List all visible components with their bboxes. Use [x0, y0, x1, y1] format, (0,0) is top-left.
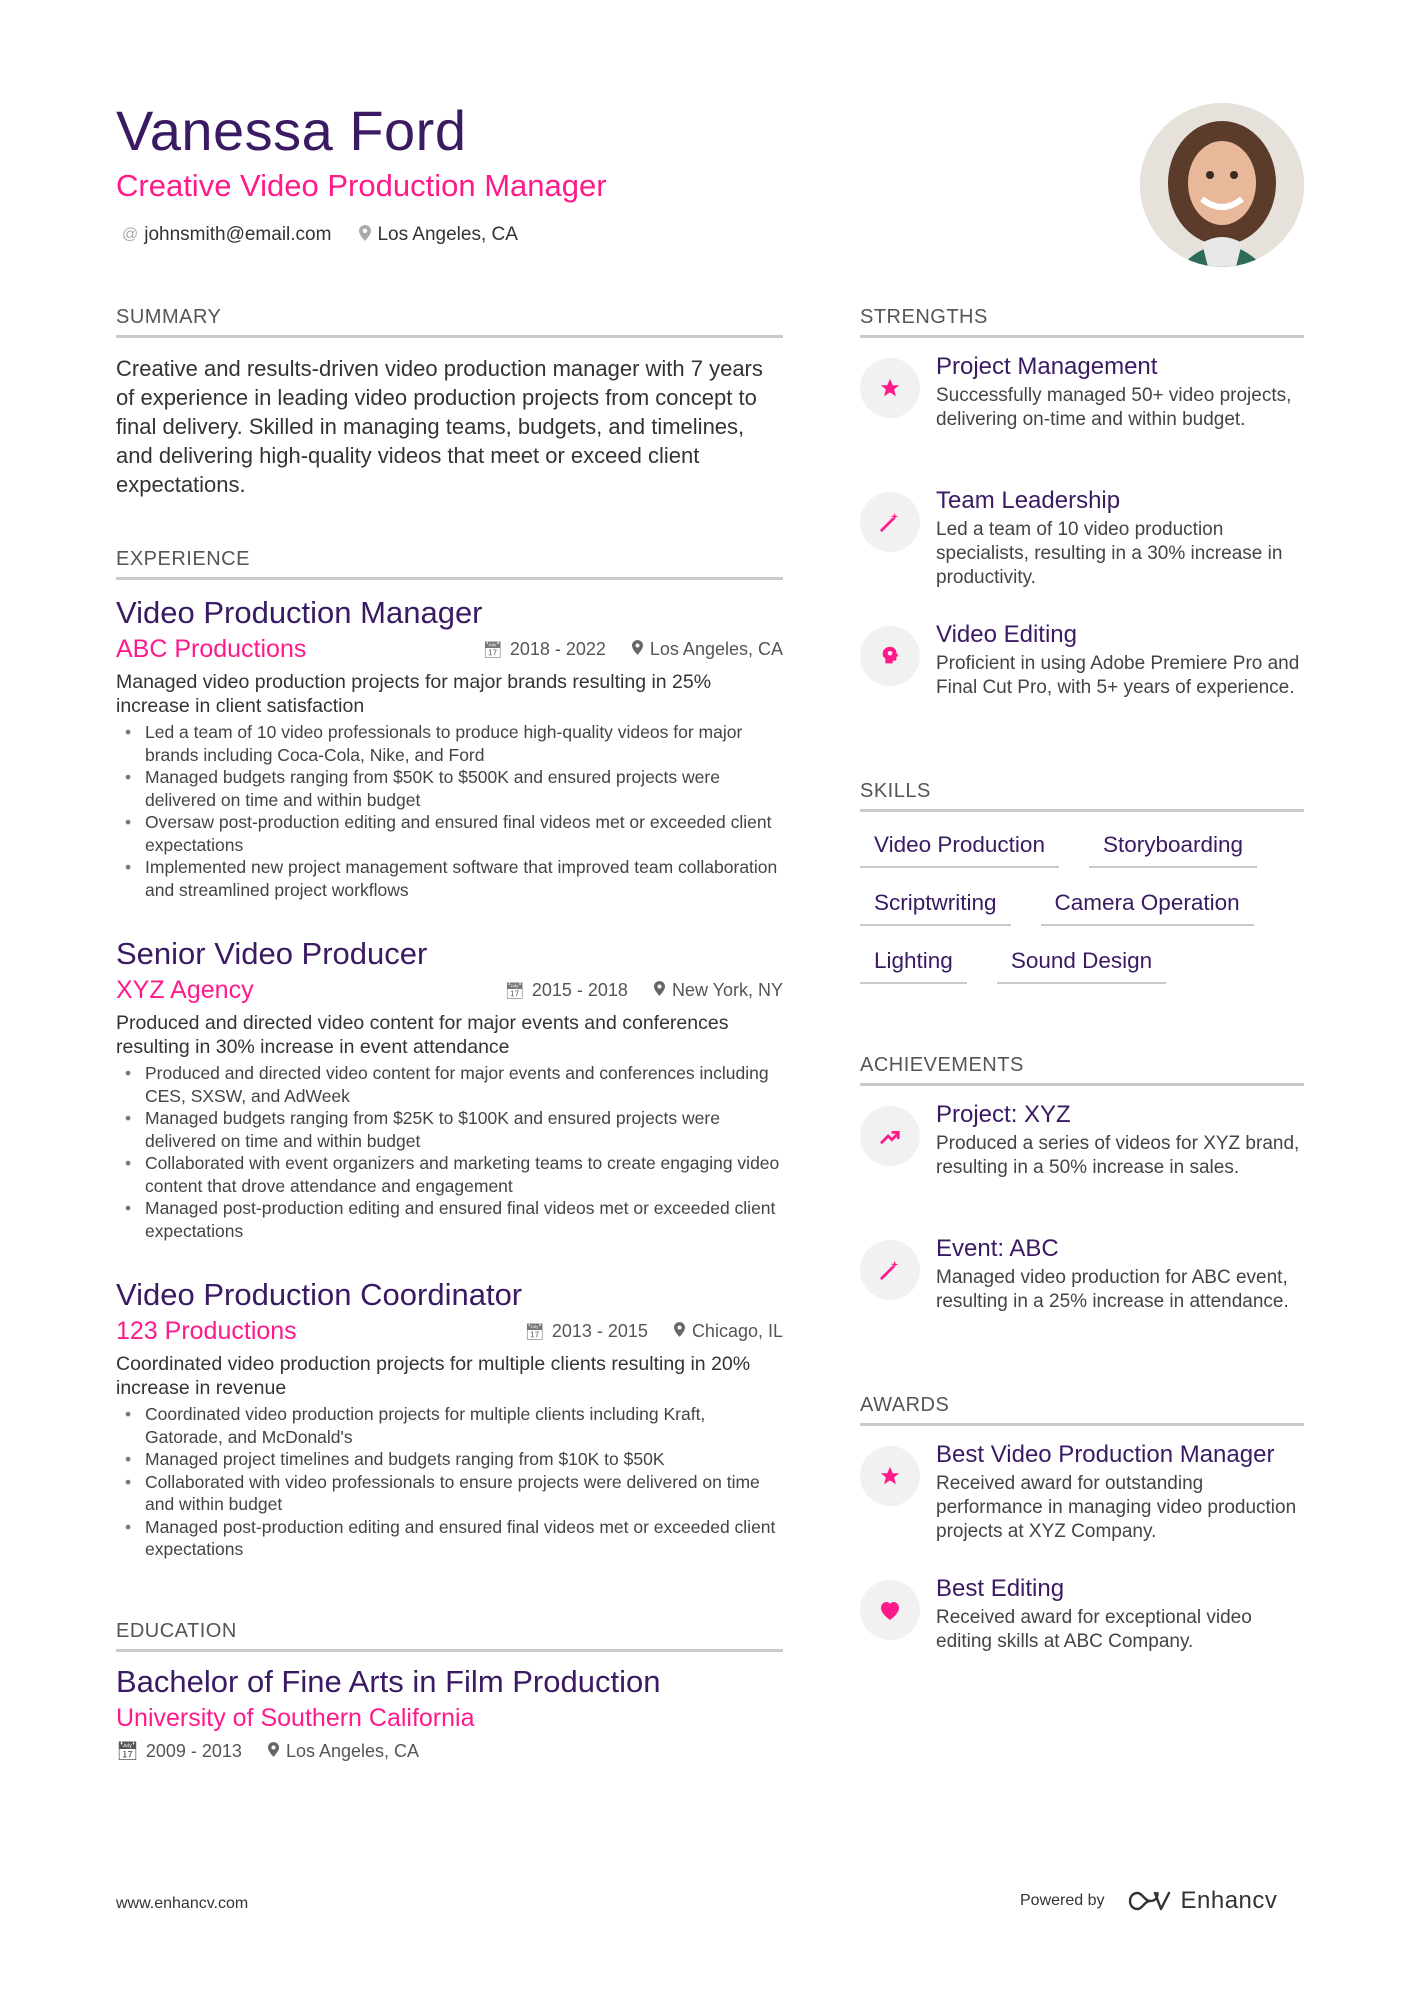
strength-title: Team Leadership	[936, 487, 1121, 514]
award-title: Best Editing	[936, 1575, 1065, 1602]
awards-heading: AWARDS	[860, 1394, 1304, 1426]
skills-list	[860, 824, 1304, 984]
job-description: Produced and directed video content for major events and conferences resulting in 30% increase in event attendance	[116, 1012, 729, 1058]
job-role: Senior Video Producer	[116, 936, 428, 971]
achievement-item	[860, 1100, 1304, 1180]
strengths-heading: STRENGTHS	[860, 306, 1304, 338]
profile-photo	[1140, 103, 1304, 267]
candidate-title: Creative Video Production Manager	[116, 168, 607, 203]
strength-item	[860, 486, 1304, 590]
strength-text: Proficient in using Adobe Premiere Pro and Final Cut Pro, with 5+ years of experience.	[936, 653, 1300, 698]
email-item[interactable]	[122, 224, 331, 246]
footer-branding	[1020, 1887, 1277, 1915]
contact-info	[122, 224, 518, 246]
achievement-title: Event: ABC	[936, 1235, 1059, 1262]
job-dates: 2018 - 2022	[509, 639, 606, 659]
magic-wand-icon	[860, 1240, 920, 1300]
trend-up-icon	[860, 1106, 920, 1166]
job-description: Managed video production projects for major brands resulting in 25% increase in client satisfaction	[116, 671, 712, 717]
star-icon	[860, 358, 920, 418]
skill-tag: Video Production	[860, 824, 1059, 868]
job-role: Video Production Coordinator	[116, 1277, 523, 1312]
job-description: Coordinated video production projects for multiple clients resulting in 20% increase in revenue	[116, 1353, 751, 1399]
award-text: Received award for outstanding performance in managing video production projects at XYZ Company.	[936, 1473, 1297, 1542]
location-pin-icon	[674, 1322, 685, 1342]
skill-tag: Sound Design	[997, 940, 1166, 984]
job-bullet: • Produced and directed video content for major events and conferences including CES, SXSW, and AdWeek	[116, 1062, 783, 1107]
job-company: 123 Productions	[116, 1317, 297, 1345]
job-bullet: • Oversaw post-production editing and ensured final videos met or exceeded client expectations	[116, 811, 783, 856]
job-bullet: • Managed budgets ranging from $50K to $500K and ensured projects were delivered on time and within budget	[116, 766, 783, 811]
job-bullets	[116, 1403, 783, 1561]
job-dates: 2015 - 2018	[531, 980, 628, 1000]
job-bullet: • Managed budgets ranging from $25K to $100K and ensured projects were delivered on time and within budget	[116, 1107, 783, 1152]
at-icon: @	[122, 226, 139, 243]
achievement-text: Managed video production for ABC event, resulting in a 25% increase in attendance.	[936, 1267, 1289, 1312]
job-bullets	[116, 1062, 783, 1242]
strength-text: Led a team of 10 video production specialists, resulting in a 30% increase in productivity.	[936, 519, 1283, 588]
enhancv-logo-icon	[1127, 1889, 1173, 1913]
award-item	[860, 1574, 1304, 1654]
job-bullet: • Managed project timelines and budgets ranging from $10K to $50K	[116, 1448, 783, 1471]
calendar-icon: 📅︎	[524, 1323, 545, 1341]
skills-heading: SKILLS	[860, 780, 1304, 812]
education-location: Los Angeles, CA	[285, 1741, 420, 1761]
heart-icon	[860, 1580, 920, 1640]
brand-name: Enhancv	[1180, 1887, 1278, 1914]
job-bullet: • Managed post-production editing and ensured final videos met or exceeded client expectations	[116, 1516, 783, 1561]
award-text: Received award for exceptional video editing skills at ABC Company.	[936, 1607, 1252, 1652]
job-bullet: • Implemented new project management software that improved team collaboration and streamlined project workflows	[116, 856, 783, 901]
education-school: University of Southern California	[116, 1704, 475, 1732]
location-pin-icon	[632, 640, 643, 660]
skill-tag: Storyboarding	[1089, 824, 1257, 868]
location-item	[359, 224, 517, 246]
achievement-text: Produced a series of videos for XYZ brand, resulting in a 50% increase in sales.	[936, 1133, 1300, 1178]
experience-item	[116, 935, 783, 1242]
education-item	[116, 1663, 783, 1762]
strength-text: Successfully managed 50+ video projects, delivering on-time and within budget.	[936, 385, 1292, 430]
experience-item	[116, 594, 783, 901]
calendar-icon: 📅︎	[504, 982, 525, 1000]
location-text: Los Angeles, CA	[377, 224, 518, 245]
strength-title: Video Editing	[936, 621, 1077, 648]
achievement-title: Project: XYZ	[936, 1101, 1071, 1128]
achievements-heading: ACHIEVEMENTS	[860, 1054, 1304, 1086]
job-company: ABC Productions	[116, 635, 307, 663]
powered-by-label: Powered by	[1020, 1892, 1105, 1909]
footer-website[interactable]: www.enhancv.com	[116, 1895, 249, 1912]
job-bullet: • Collaborated with event organizers and marketing teams to create engaging video content that drove attendance and engagement	[116, 1152, 783, 1197]
email-text: johnsmith@email.com	[144, 224, 332, 245]
strength-item	[860, 352, 1304, 432]
experience-item	[116, 1276, 783, 1561]
job-location: Los Angeles, CA	[649, 639, 783, 659]
job-bullet: • Led a team of 10 video professionals to produce high-quality videos for major brands including Coca-Cola, Nike, and Ford	[116, 721, 783, 766]
job-company: XYZ Agency	[116, 976, 254, 1004]
award-item	[860, 1440, 1304, 1544]
calendar-icon: 📅︎	[116, 1741, 139, 1761]
calendar-icon: 📅︎	[482, 641, 503, 659]
job-role: Video Production Manager	[116, 595, 483, 630]
location-pin-icon	[654, 981, 665, 1001]
skill-tag: Lighting	[860, 940, 967, 984]
location-pin-icon	[359, 225, 371, 246]
job-bullet: • Managed post-production editing and ensured final videos met or exceeded client expectations	[116, 1197, 783, 1242]
location-pin-icon	[268, 1741, 279, 1762]
summary-heading: SUMMARY	[116, 306, 783, 338]
magic-wand-icon	[860, 492, 920, 552]
job-bullet: • Collaborated with video professionals to ensure projects were delivered on time and within budget	[116, 1471, 783, 1516]
education-heading: EDUCATION	[116, 1620, 783, 1652]
brain-icon	[860, 626, 920, 686]
job-bullets	[116, 721, 783, 901]
summary-text: Creative and results-driven video production manager with 7 years of experience in leading video production projects from concept to final delivery. Skilled in managing teams, budgets, and timelines, and delivering high-quality videos that meet or exceed client expectations.	[116, 356, 763, 497]
experience-heading: EXPERIENCE	[116, 548, 783, 580]
achievement-item	[860, 1234, 1304, 1314]
strength-title: Project Management	[936, 353, 1158, 380]
candidate-name: Vanessa Ford	[116, 99, 467, 162]
brand-logo[interactable]	[1127, 1887, 1278, 1915]
star-icon	[860, 1446, 920, 1506]
job-dates: 2013 - 2015	[551, 1321, 648, 1341]
job-bullet: • Coordinated video production projects for multiple clients including Kraft, Gatorade, and McDonald's	[116, 1403, 783, 1448]
skill-tag: Scriptwriting	[860, 882, 1011, 926]
job-location: New York, NY	[671, 980, 783, 1000]
education-dates: 2009 - 2013	[145, 1741, 242, 1761]
strength-item	[860, 620, 1304, 700]
skill-tag: Camera Operation	[1041, 882, 1254, 926]
award-title: Best Video Production Manager	[936, 1441, 1275, 1468]
job-location: Chicago, IL	[691, 1321, 783, 1341]
education-degree: Bachelor of Fine Arts in Film Production	[116, 1664, 661, 1699]
